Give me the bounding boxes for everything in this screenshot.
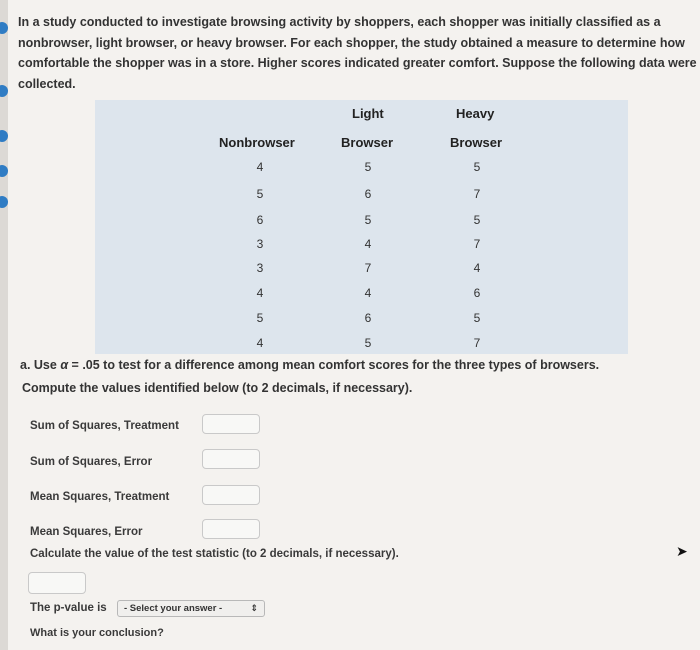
cell-heavy: 5 [473, 311, 481, 325]
cell-nonbrowser: 4 [256, 160, 264, 174]
cell-heavy: 5 [473, 213, 481, 227]
nav-dot-icon[interactable] [0, 130, 8, 142]
alpha-symbol: α [60, 358, 69, 372]
header-light-line2: Browser [341, 135, 394, 150]
part-a-text: = .05 to test for a difference among mean comfort scores for the three types of browsers. [68, 358, 600, 372]
cell-light: 7 [364, 261, 372, 275]
header-nonbrowser: Nonbrowser [219, 135, 295, 150]
cell-heavy: 7 [473, 336, 481, 350]
ss-treatment-input[interactable] [202, 414, 260, 434]
select-arrows-icon: ⇕ [250, 603, 258, 613]
cell-light: 5 [364, 213, 372, 227]
problem-intro: In a study conducted to investigate browsing activity by shoppers, each shopper was initially classified as a nonbrowser, light browser, or heavy browser. For each shopper, the study obtained a measure to determine how comfortable the shopper was in a store. Higher scores indicated greater comfort. Suppose the following data were collected. [18, 15, 697, 91]
cell-light: 4 [364, 237, 372, 251]
cell-heavy: 5 [473, 160, 481, 174]
cell-nonbrowser: 4 [256, 286, 264, 300]
cell-heavy: 6 [473, 286, 481, 300]
cell-nonbrowser: 5 [256, 311, 264, 325]
nav-dot-icon[interactable] [0, 196, 8, 208]
pvalue-label: The p-value is [30, 602, 107, 614]
ss-treatment-label: Sum of Squares, Treatment [30, 420, 179, 432]
ms-error-input[interactable] [202, 519, 260, 539]
conclusion-prompt: What is your conclusion? [30, 627, 164, 639]
compute-instruction: Compute the values identified below (to 2 decimals, if necessary). [22, 381, 413, 395]
header-light-line1: Light [352, 106, 384, 121]
ms-treatment-input[interactable] [202, 485, 260, 505]
pvalue-select[interactable] [117, 600, 265, 617]
cell-light: 4 [364, 286, 372, 300]
cell-nonbrowser: 5 [256, 187, 264, 201]
ss-error-input[interactable] [202, 449, 260, 469]
mouse-cursor-icon: ➤ [676, 543, 688, 559]
ms-error-label: Mean Squares, Error [30, 526, 143, 538]
cell-heavy: 4 [473, 261, 481, 275]
cell-light: 6 [364, 311, 372, 325]
nav-dot-icon[interactable] [0, 22, 8, 34]
part-a-question [20, 356, 690, 374]
cell-heavy: 7 [473, 187, 481, 201]
left-rail [0, 0, 8, 650]
header-heavy-line2: Browser [450, 135, 503, 150]
header-heavy-line1: Heavy [456, 106, 495, 121]
pvalue-select-text: - Select your answer - [124, 603, 223, 614]
ss-error-label: Sum of Squares, Error [30, 456, 153, 468]
part-a-prefix: a. Use [20, 358, 61, 372]
cell-light: 5 [364, 336, 372, 350]
cell-light: 5 [364, 160, 372, 174]
cell-heavy: 7 [473, 237, 481, 251]
test-statistic-input[interactable] [28, 572, 86, 594]
cell-light: 6 [364, 187, 372, 201]
ms-treatment-label: Mean Squares, Treatment [30, 491, 170, 503]
test-statistic-prompt: Calculate the value of the test statistic (to 2 decimals, if necessary). [30, 548, 399, 560]
nav-dot-icon[interactable] [0, 85, 8, 97]
cell-nonbrowser: 3 [256, 237, 264, 251]
nav-dot-icon[interactable] [0, 165, 8, 177]
cell-nonbrowser: 6 [256, 213, 264, 227]
cell-nonbrowser: 4 [256, 336, 264, 350]
cell-nonbrowser: 3 [256, 261, 264, 275]
